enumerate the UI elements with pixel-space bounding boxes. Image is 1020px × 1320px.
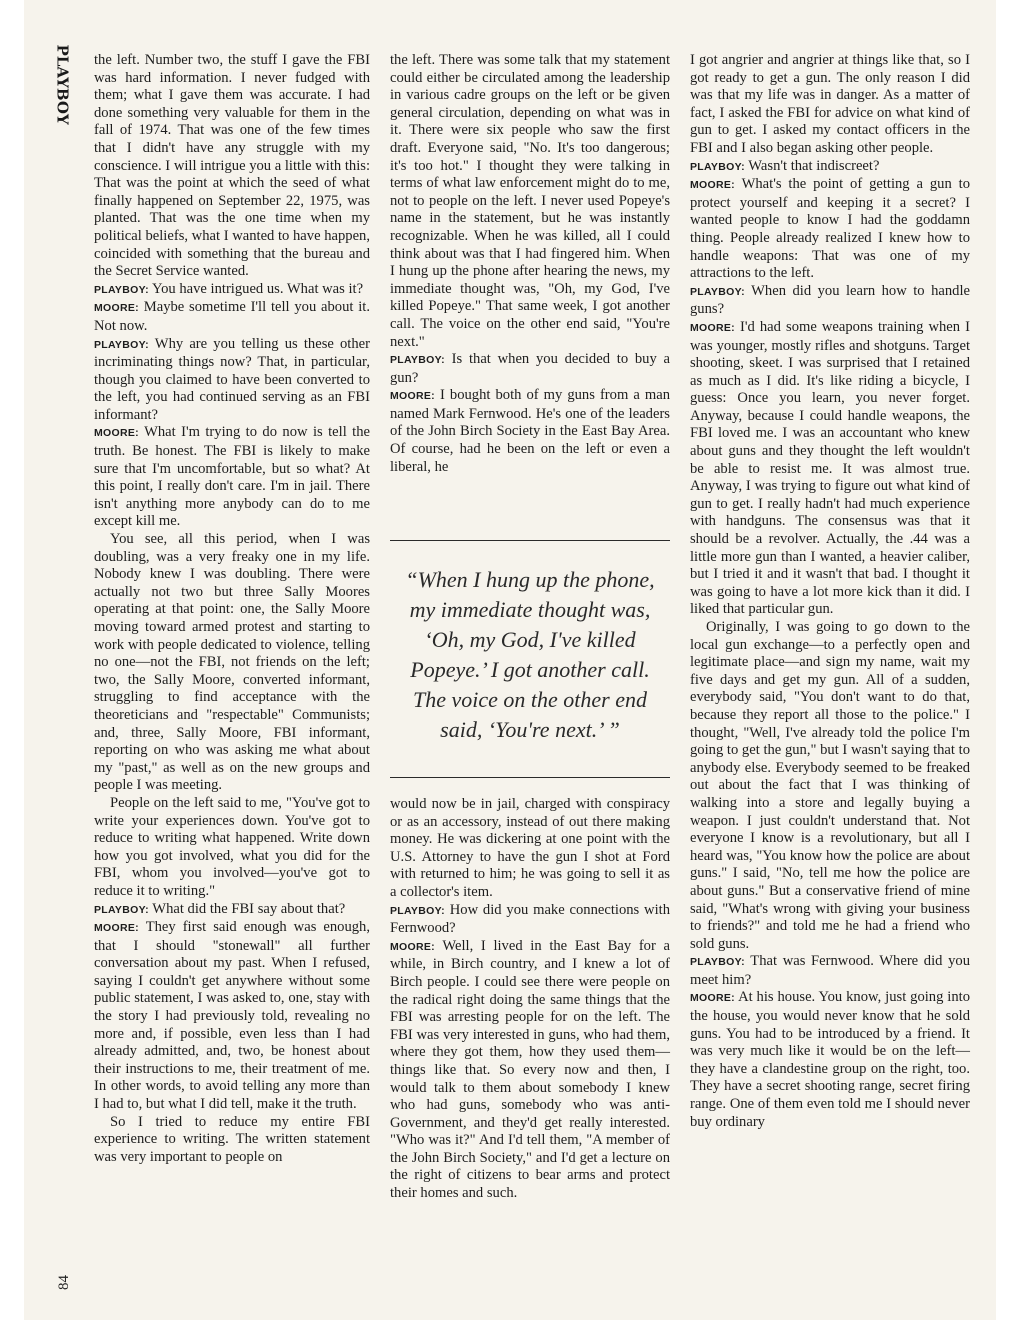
- speaker-label: PLAYBOY:: [690, 160, 745, 173]
- speaker-label: PLAYBOY:: [690, 956, 745, 969]
- speaker-label: PLAYBOY:: [690, 285, 745, 298]
- answer-text: When did you learn how to handle guns?: [690, 282, 970, 318]
- paragraph: would now be in jail, charged with conspiracy or as an accessory, instead of out there making money. He was dickering at one point with the U.S. Attorney to have the gun I shot at Ford with returned to him; he was going to sell it as a collector's item.: [390, 796, 670, 900]
- page-number: 84: [56, 1275, 72, 1290]
- paragraph: [390, 351, 670, 387]
- masthead-text: [51, 45, 74, 63]
- speaker-label: PLAYBOY:: [390, 354, 445, 367]
- paragraph: [94, 336, 370, 425]
- speaker-label: MOORE:: [94, 302, 139, 315]
- answer-text: What did the FBI say about that?: [148, 900, 346, 917]
- speaker-label: MOORE:: [690, 179, 735, 192]
- paragraph: [690, 953, 970, 989]
- column-2-bottom: [390, 796, 670, 1276]
- answer-text: What's the point of getting a gun to protect yourself and keeping it a secret? I wanted people to know I had the goddamn thing. People already realized I knew how to handle weapons: That was one of my attractions to the left.: [690, 176, 970, 282]
- paragraph: I got angrier and angrier at things like that, so I got ready to get a gun. The only reason I did was that my life was in danger. As a matter of fact, I asked the FBI for advice on what kind of gun to get. I asked my contact officers in the FBI and I also began asking other people.: [690, 52, 970, 156]
- paragraph: Originally, I was going to go down to the local gun exchange—to a perfectly open and legitimate place—and sign my name, wait my five days and get my gun. All of a sudden, everybody said, "You don't want to do that, because they report all those to the police." I thought, "Well, I've already told the police I'm going to get the gun," but I wasn't saying that to anybody else. Everybody seemed to be freaked out about the fact that I was thinking of walking into a store and legally buying a weapon. I just couldn't understand that. Not everyone I know is a revolutionary, but all I heard was, "You know how the police are about guns." I said, "No, tell me how the police are about guns." But a conservative friend of mine said, "What's wrong with giving your business to friends?" and told me he had a friend who sold guns.: [690, 619, 970, 952]
- speaker-label: PLAYBOY:: [390, 904, 445, 917]
- column-1: [94, 52, 370, 1292]
- answer-text: You have intrigued us. What was it?: [148, 280, 364, 297]
- answer-text: At his house. You know, just going into the house, you would never know that he sold guns. You had to be introduced by a friend. It was very much like it would be on the left—they have a clandestine group on the right, too. They have a secret shooting range, secret firing range. One of them even told me I should never buy ordinary: [690, 989, 970, 1130]
- paragraph: So I tried to reduce my entire FBI experience to writing. The written statement was very important to people on: [94, 1113, 370, 1165]
- paragraph: [390, 938, 670, 1203]
- answer-text: Well, I lived in the East Bay for a while, in Birch country, and I knew a lot of Birch people. I could see there were people on the radical right doing the same things that the FBI was arresting people for on the left. The FBI was very interested in guns, who had them, where they got them, how they used them—things like that. So every now and then, I would talk to them about somebody I knew who had guns, somebody who was anti-Government, and they'd get really interested. "Who was it?" And I'd tell them, "A member of the John Birch Society," and I'd get a lecture on the right of citizens to bear arms and protect their homes and such.: [390, 937, 670, 1202]
- pull-quote-text: “When I hung up the phone, my immediate thought was, ‘Oh, my God, I've killed Popeye.’ I got another call. The voice on the other end said, ‘You're next.’ ”: [405, 567, 655, 742]
- answer-text: How did you make connections with Fernwood?: [390, 901, 670, 937]
- paragraph: [690, 158, 970, 177]
- paragraph: [690, 319, 970, 619]
- paragraph: [390, 902, 670, 938]
- masthead: [53, 42, 71, 65]
- speaker-label: PLAYBOY:: [94, 903, 149, 916]
- answer-text: They first said enough was enough, that I should "stonewall" all further conversation about my past. When I refused, saying I couldn't get anywhere without some public statement, I was asked to, one, stay with the story I had previously told, revealing no more and, if possible, even less than I had already admitted, and, two, be honest about their instructions to me, their treatment of me. In other words, to avoid telling any more than I had to, but what I did tell, make it the truth.: [94, 919, 370, 1113]
- paragraph: [690, 176, 970, 283]
- speaker-label: MOORE:: [390, 390, 435, 403]
- column-2-top: [390, 52, 670, 512]
- speaker-label: PLAYBOY:: [94, 338, 149, 351]
- answer-text: I'd had some weapons training when I was younger, mostly rifles and shotguns. Target shooting, skeet. I was surprised that I retained as much as I did. It's like riding a bicycle, I guess: Once you learn, you never forget. Anyway, because I could handle weapons, the FBI loved me. I was an accountant who knew about guns and they thought the left wouldn't be able to resist me. It was almost true. Anyway, I was trying to figure out what kind of gun to get. I really hadn't had much experience with handguns. The consensus was that it should be a revolver. Actually, the .44 was a little more gun than I wanted, a heavier caliber, but I tried it and it wasn't that bad. I thought it was going to have a lot more kick than it did. I liked that particular gun.: [690, 318, 970, 618]
- answer-text: Maybe sometime I'll tell you about it. Not now.: [94, 299, 370, 334]
- column-3: [690, 52, 970, 1292]
- paragraph: [94, 424, 370, 531]
- answer-text: What I'm trying to do now is tell the truth. Be honest. The FBI is likely to make sure that I'm uncomfortable, but so what? At this point, I really don't care. I'm in jail. There isn't anything more anybody can do to me except kill me.: [94, 424, 370, 530]
- paragraph: [94, 919, 370, 1114]
- paragraph: [690, 283, 970, 319]
- paragraph: You see, all this period, when I was doubling, was a very freaky one in my life. Nobody knew I was doubling. There were actually not two but three Sally Moores operating at that point: one, the Sally Moore moving toward armed protest and starting to work with people dedicated to violence, telling no one—not the FBI, not friends on the left; two, the Sally Moore, converted informant, struggling to find acceptance with the theoreticians and "respectable" Communists; and, three, Sally Moore, FBI informant, reporting on who was asking me what about my "past," as well as on the new groups and people I was meeting.: [94, 531, 370, 794]
- speaker-label: MOORE:: [690, 992, 735, 1005]
- answer-text: Is that when you decided to buy a gun?: [390, 351, 670, 386]
- paragraph: [94, 299, 370, 335]
- speaker-label: MOORE:: [94, 922, 139, 935]
- speaker-label: PLAYBOY:: [94, 283, 149, 296]
- paragraph: [94, 901, 370, 920]
- answer-text: Wasn't that indiscreet?: [744, 157, 880, 174]
- speaker-label: MOORE:: [690, 321, 735, 334]
- answer-text: I bought both of my guns from a man named Mark Fernwood. He's one of the leaders of the John Birch Society in the East Bay Area. Of course, had he been on the left or even a liberal, he: [390, 387, 670, 475]
- paragraph: [390, 387, 670, 476]
- paragraph: People on the left said to me, "You've got to write your experiences down. You've got to reduce to writing what happened. Write down how you got involved, what you did for the FBI, whom you involved—you've got to reduce it to writing.": [94, 794, 370, 899]
- answer-text: Why are you telling us these other incriminating things now? That, in particular, though you claimed to have been converted to the left, you had continued serving as an FBI informant?: [94, 335, 370, 423]
- answer-text: That was Fernwood. Where did you meet him?: [690, 953, 970, 988]
- pull-quote: [390, 540, 670, 778]
- paragraph: the left. Number two, the stuff I gave the FBI was hard information. I never fudged with them; what I gave them was accurate. I had done something very valuable for them in the fall of 1974. That was one of the few times that I didn't have any struggle with my conscience. I will intrigue you a little with this: That was the point at which the seed of what finally happened on September 22, 1975, was planted. That was the one time when my political beliefs, what I wanted to have happen, coincided with something that the bureau and the Secret Service wanted.: [94, 52, 371, 280]
- paragraph: [690, 989, 970, 1131]
- paragraph: the left. There was some talk that my statement could either be circulated among the leadership in various cadre groups on the left or be given general circulation, depending on what was in it. There were six people who saw the first draft. Everyone said, "No. It's too dangerous; it's too hot." I thought they were talking in terms of what law enforcement might do to me, not to people on the left. I never used Popeye's name in the statement, but he was instantly recognizable. When he was killed, all I could think about was that I had fingered him. When I hung up the phone after hearing the news, my immediate thought was, "Oh, my God, I've killed Popeye." That same week, I got another call. The voice on the other end said, "You're next.": [390, 52, 670, 350]
- paragraph: [94, 281, 370, 300]
- speaker-label: MOORE:: [390, 940, 435, 953]
- speaker-label: MOORE:: [94, 427, 139, 440]
